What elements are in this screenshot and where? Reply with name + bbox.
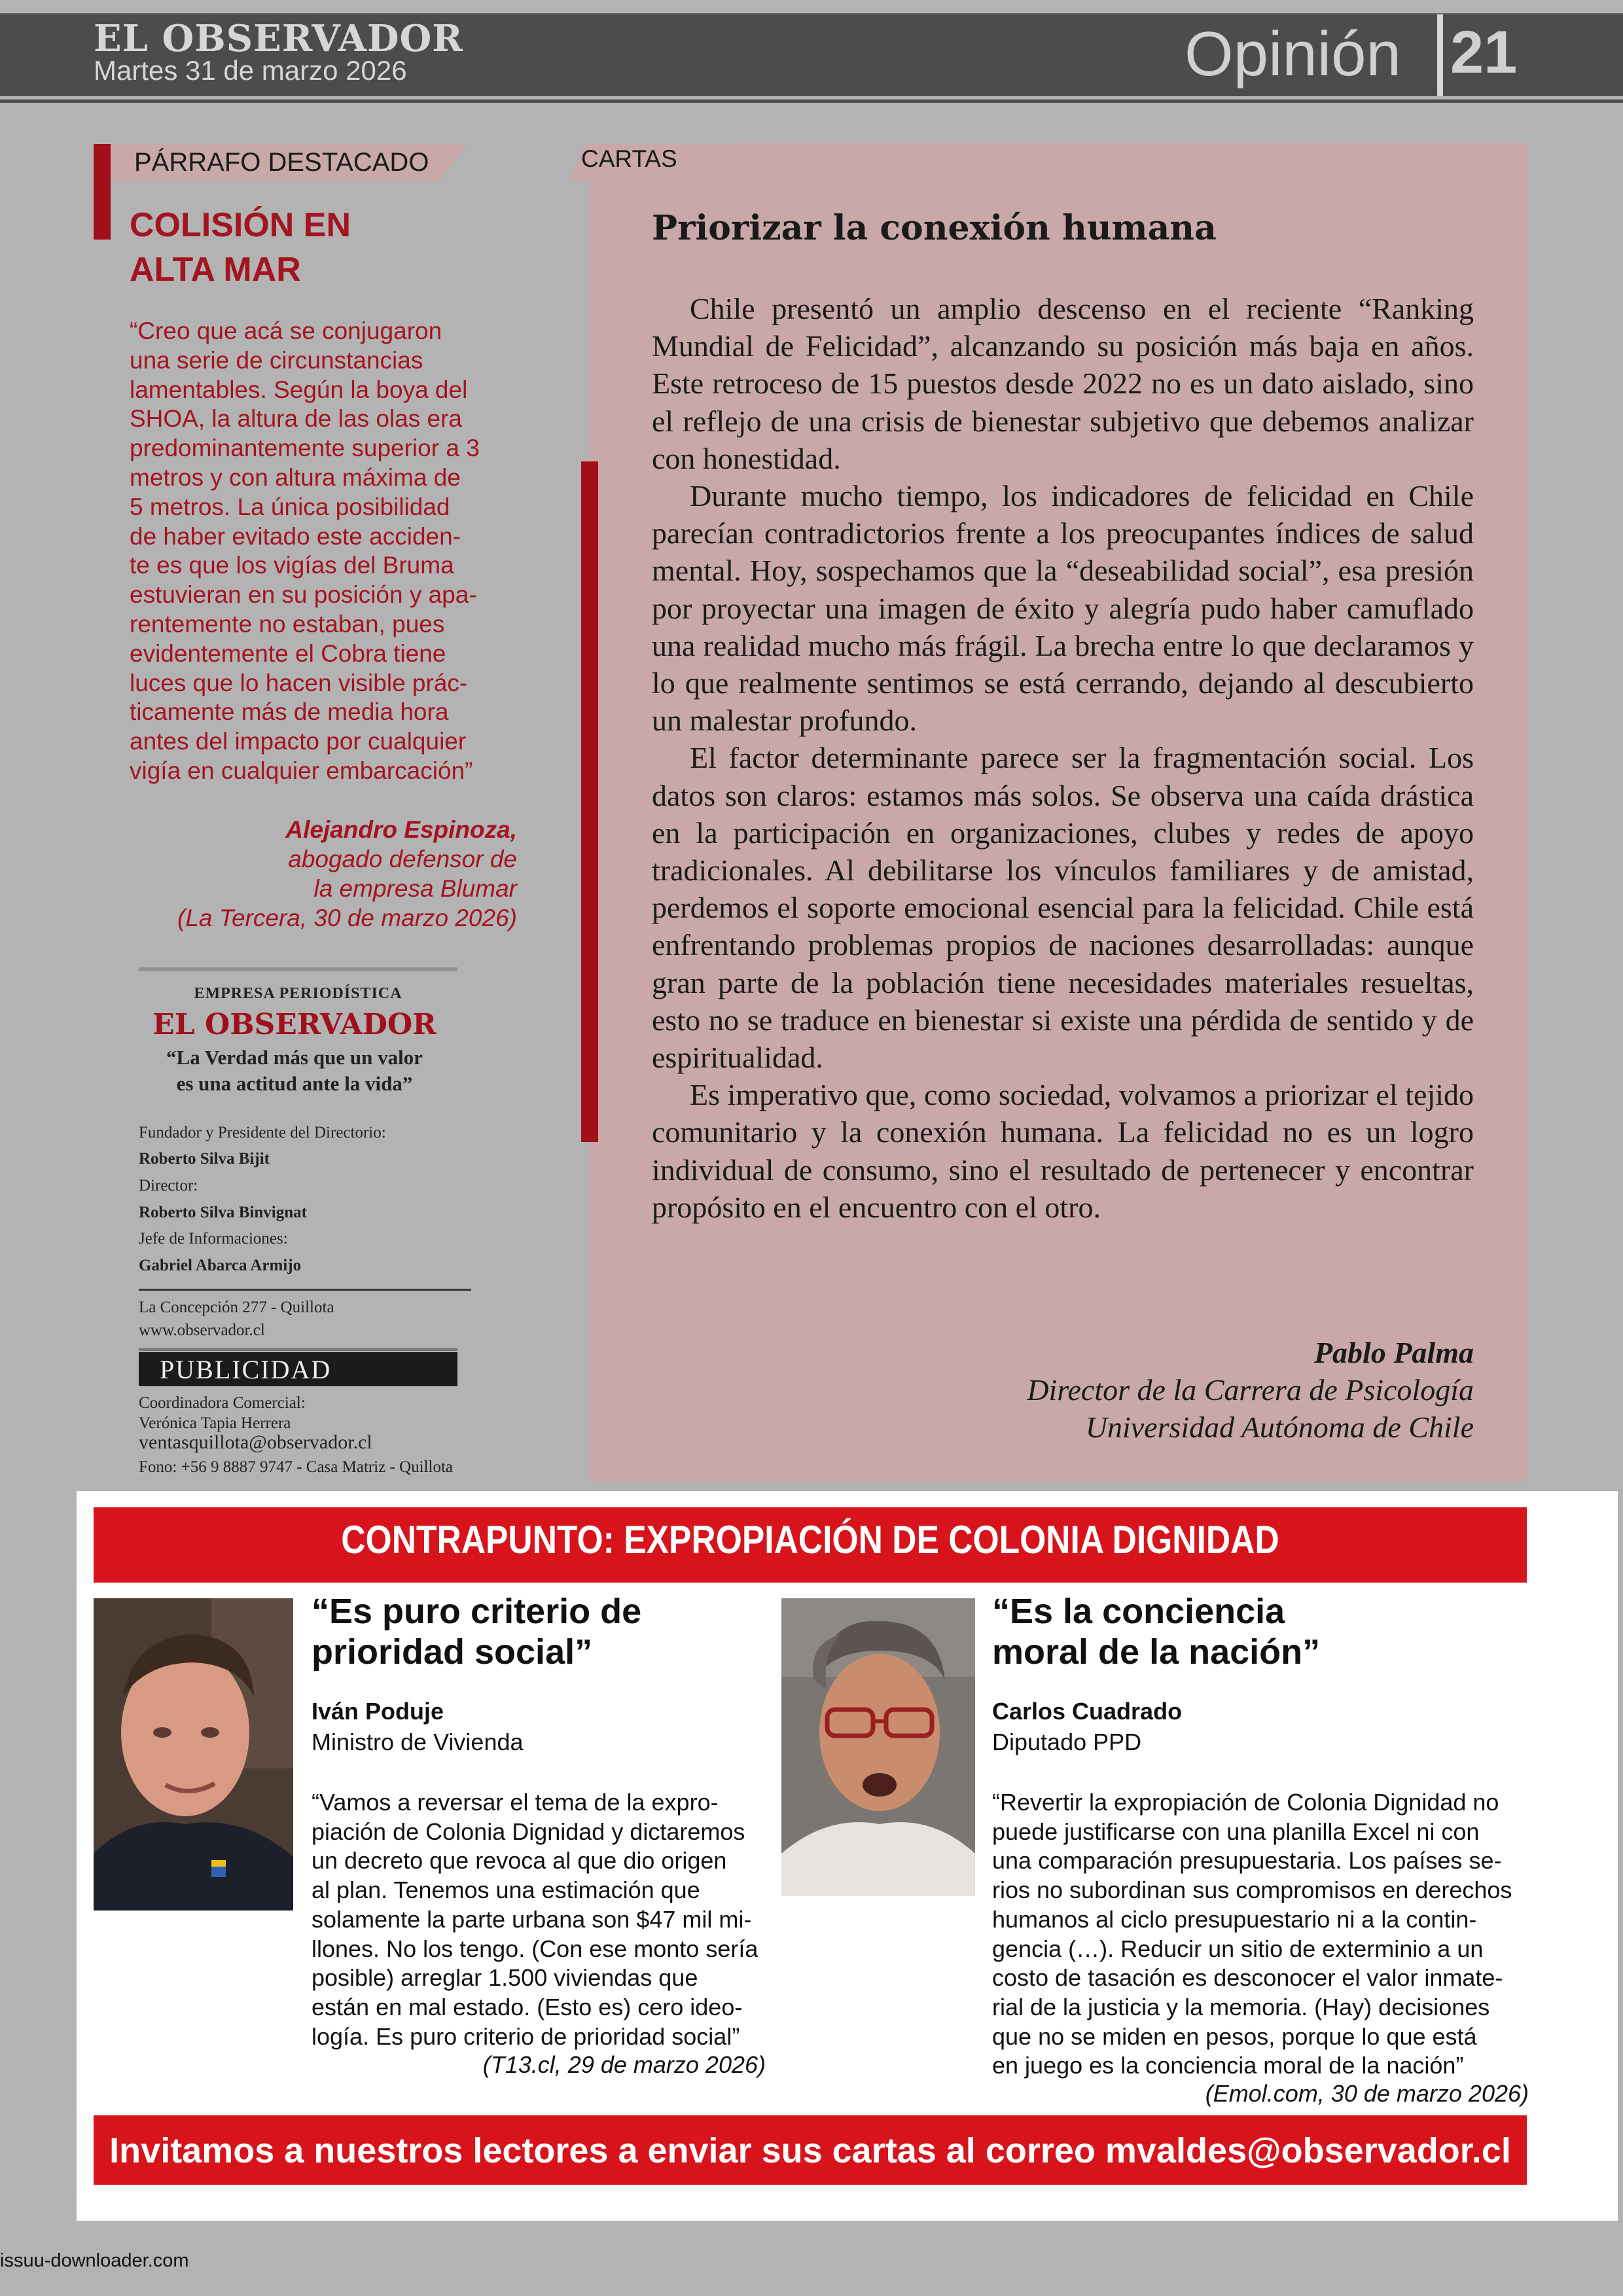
- ads-phone: Fono: +56 9 8887 9747 - Casa Matriz - Quillota: [139, 1458, 454, 1476]
- masthead-rule: [139, 967, 457, 971]
- quote-line: predominantemente superior a 3: [130, 435, 480, 462]
- quote-line: rios no subordinan sus compromisos en derechos: [992, 1876, 1512, 1904]
- highlight-author-name: Alejandro Espinoza,: [285, 816, 517, 843]
- quote-line: rial de la justicia y la memoria. (Hay) decisiones: [992, 1993, 1490, 2020]
- masthead-kicker: EMPRESA PERIODÍSTICA: [194, 985, 402, 1002]
- quote-line: llones. No los tengo. (Con ese monto sería: [312, 1935, 758, 1962]
- left-quote-text: [312, 1788, 783, 2051]
- masthead-name: EL OBSERVADOR: [152, 1008, 437, 1041]
- quote-line: lamentables. Según la boya del: [130, 376, 468, 403]
- right-speaker-role: Diputado PPD: [992, 1729, 1142, 1755]
- quote-line: vigía en cualquier embarcación”: [130, 757, 473, 784]
- quote-line: gencia (…). Reducir un sitio de exterminio a un: [992, 1935, 1484, 1962]
- portrait-carlos-cuadrado-image: [781, 1598, 975, 1896]
- quote-line: piación de Colonia Dignidad y dictaremos: [312, 1818, 745, 1845]
- highlight-tab-label: PÁRRAFO DESTACADO: [134, 148, 429, 177]
- quote-line: al plan. Tenemos una estimación que: [312, 1876, 700, 1904]
- highlight-accent-bar: [94, 144, 111, 240]
- letter-signature: [877, 1334, 1474, 1446]
- letter-author-name: Pablo Palma: [1313, 1336, 1474, 1369]
- quote-line: estuvieran en su posición y apa-: [130, 581, 477, 609]
- portrait-ivan-poduje: [94, 1598, 293, 1910]
- letters-tab-label: CARTAS: [581, 145, 677, 172]
- quote-line: están en mal estado. (Esto es) cero ideo-: [312, 1993, 743, 2020]
- letter-paragraph: Chile presentó un amplio descenso en el reciente “Ranking Mundial de Felicidad”, alcanzando su posición más baja en años. Este retroceso de 15 puestos desde 2022 no es un dato aislado, sino el reflejo de una crisis de bienestar subjetivo que debemos analizar con honestidad.: [652, 292, 1474, 475]
- quote-line: luces que lo hacen visible prác-: [130, 669, 468, 696]
- portrait-ivan-poduje-image: [94, 1598, 293, 1910]
- quote-line: “Creo que acá se conjugaron: [130, 317, 442, 344]
- ads-coordinator-label: Coordinadora Comercial:: [139, 1394, 306, 1412]
- headline-line: moral de la nación”: [992, 1632, 1321, 1672]
- website-link[interactable]: www.observador.cl: [139, 1321, 265, 1339]
- quote-line: que no se miden en pesos, porque lo que está: [992, 2022, 1477, 2050]
- highlight-quote: [130, 317, 529, 786]
- quote-line: ticamente más de media hora: [130, 698, 449, 726]
- highlight-title-line: ALTA MAR: [130, 251, 301, 289]
- right-quote-headline: [992, 1591, 1320, 1672]
- right-speaker-name: Carlos Cuadrado: [992, 1698, 1183, 1725]
- address: La Concepción 277 - Quillota: [139, 1299, 334, 1316]
- ads-rule: [139, 1348, 457, 1351]
- left-speaker-name: Iván Poduje: [312, 1698, 444, 1725]
- quote-line: evidentemente el Cobra tiene: [130, 639, 446, 667]
- quote-line: de haber evitado este acciden-: [130, 522, 461, 550]
- left-quote-headline: [312, 1591, 641, 1672]
- quote-line: un decreto que revoca al que dio origen: [312, 1847, 727, 1874]
- headline-line: prioridad social”: [312, 1632, 593, 1672]
- issue-date: Martes 31 de marzo 2026: [94, 55, 407, 86]
- highlight-author-role: la empresa Blumar: [313, 875, 517, 902]
- letter-author-role: Director de la Carrera de Psicología: [1027, 1373, 1474, 1407]
- director-label: Director:: [139, 1177, 198, 1194]
- highlight-author-role: abogado defensor de: [288, 846, 517, 872]
- quote-line: SHOA, la altura de las olas era: [130, 405, 462, 433]
- founder-name: Roberto Silva Bijit: [139, 1150, 270, 1168]
- quote-line: “Vamos a reversar el tema de la expro-: [312, 1789, 719, 1816]
- newspaper-name: EL OBSERVADOR: [94, 17, 463, 60]
- ads-coordinator-name: Verónica Tapia Herrera: [139, 1414, 291, 1432]
- ads-email-link[interactable]: ventasquillota@observador.cl: [139, 1431, 372, 1453]
- letter-body: [652, 290, 1474, 1226]
- masthead-motto: [134, 1045, 455, 1097]
- letter-paragraph: El factor determinante parece ser la fragmentación social. Los datos son claros: estamos más solos. Se observa una caída drástica en la participación en organizaciones, clubes y redes de apoyo tradicionales. Al debilitarse los vínculos familiares y de amistad, perdemos el soporte emocional esencial para la felicidad. Chile está enfrentando problemas propios de naciones desarrolladas: aunque gran parte de la población tiene necesidades materiales resueltas, esto no se traduce en bienestar si existe una pérdida de sentido y de espiritualidad.: [652, 741, 1474, 1075]
- quote-line: logía. Es puro criterio de prioridad social”: [312, 2022, 740, 2050]
- motto-line: es una actitud ante la vida”: [176, 1072, 413, 1095]
- highlight-title: [130, 203, 496, 292]
- news-chief-name: Gabriel Abarca Armijo: [139, 1257, 302, 1274]
- quote-line: rentemente no estaban, pues: [130, 610, 445, 637]
- letter-paragraph: Es imperativo que, como sociedad, volvamos a priorizar el tejido comunitario y la conexión humana. La felicidad no es un logro individual de consumo, sino el resultado de pertenecer y encontrar propósito en el encuentro con el otro.: [652, 1078, 1474, 1224]
- letter-paragraph: Durante mucho tiempo, los indicadores de felicidad en Chile parecían contradictorios frente a los preocupantes índices de salud mental. Hoy, sospechamos que la “deseabilidad social”, esa presión por proyectar una imagen de éxito y alegría pudo haber camuflado una realidad mucho más frágil. La brecha entre lo que declaramos y lo que realmente sentimos se está cerrando, dejando al descubierto un malestar profundo.: [652, 479, 1474, 738]
- highlight-source: (La Tercera, 30 de marzo 2026): [177, 905, 517, 931]
- news-chief-label: Jefe de Informaciones:: [139, 1230, 288, 1247]
- quote-line: humanos al ciclo presupuestario ni a la contin-: [992, 1905, 1477, 1933]
- letters-invite-text[interactable]: Invitamos a nuestros lectores a enviar sus cartas al correo mvaldes@observador.cl: [109, 2131, 1511, 2170]
- quote-line: costo de tasación es desconocer el valor inmate-: [992, 1964, 1503, 1992]
- highlight-attribution: [124, 815, 517, 933]
- letters-accent-bar: [581, 461, 598, 1142]
- headline-line: “Es puro criterio de: [312, 1592, 642, 1631]
- quote-line: solamente la parte urbana son $47 mil mi-: [312, 1905, 752, 1933]
- quote-line: puede justificarse con una planilla Excel ni con: [992, 1818, 1480, 1845]
- header-bottom-rule: [0, 99, 1623, 103]
- letter-author-institution: Universidad Autónoma de Chile: [1085, 1410, 1474, 1444]
- portrait-carlos-cuadrado: [781, 1598, 975, 1896]
- headline-line: “Es la conciencia: [992, 1592, 1285, 1631]
- quote-line: “Revertir la expropiación de Colonia Dignidad no: [992, 1789, 1499, 1816]
- right-quote-text: [992, 1788, 1529, 2081]
- quote-line: una serie de circunstancias: [130, 346, 423, 374]
- ads-label: PUBLICIDAD: [160, 1355, 332, 1384]
- contrapunto-title: CONTRAPUNTO: EXPROPIACIÓN DE COLONIA DIGNIDAD: [341, 1518, 1279, 1562]
- quote-line: 5 metros. La única posibilidad: [130, 493, 450, 520]
- quote-line: en juego es la conciencia moral de la nación”: [992, 2052, 1464, 2079]
- quote-line: posible) arreglar 1.500 viviendas que: [312, 1964, 698, 1992]
- right-quote-source: (Emol.com, 30 de marzo 2026): [1205, 2080, 1529, 2107]
- quote-line: te es que los vigías del Bruma: [130, 552, 454, 579]
- masthead-divider: [139, 1289, 471, 1291]
- quote-line: antes del impacto por cualquier: [130, 728, 467, 755]
- left-quote-source: (T13.cl, 29 de marzo 2026): [482, 2051, 766, 2078]
- founder-label: Fundador y Presidente del Directorio:: [139, 1124, 386, 1141]
- highlight-title-line: COLISIÓN EN: [130, 206, 351, 244]
- motto-line: “La Verdad más que un valor: [166, 1046, 423, 1069]
- page-number: 21: [1450, 19, 1518, 86]
- watermark: issuu-downloader.com: [0, 2250, 189, 2271]
- letter-title: Priorizar la conexión humana: [652, 208, 1217, 248]
- quote-line: metros y con altura máxima de: [130, 463, 461, 491]
- section-title: Opinión: [1185, 19, 1401, 89]
- left-speaker-role: Ministro de Vivienda: [312, 1729, 524, 1755]
- page-number-divider: [1437, 14, 1443, 96]
- quote-line: una comparación presupuestaria. Los países se-: [992, 1847, 1502, 1874]
- director-name: Roberto Silva Binvignat: [139, 1204, 307, 1221]
